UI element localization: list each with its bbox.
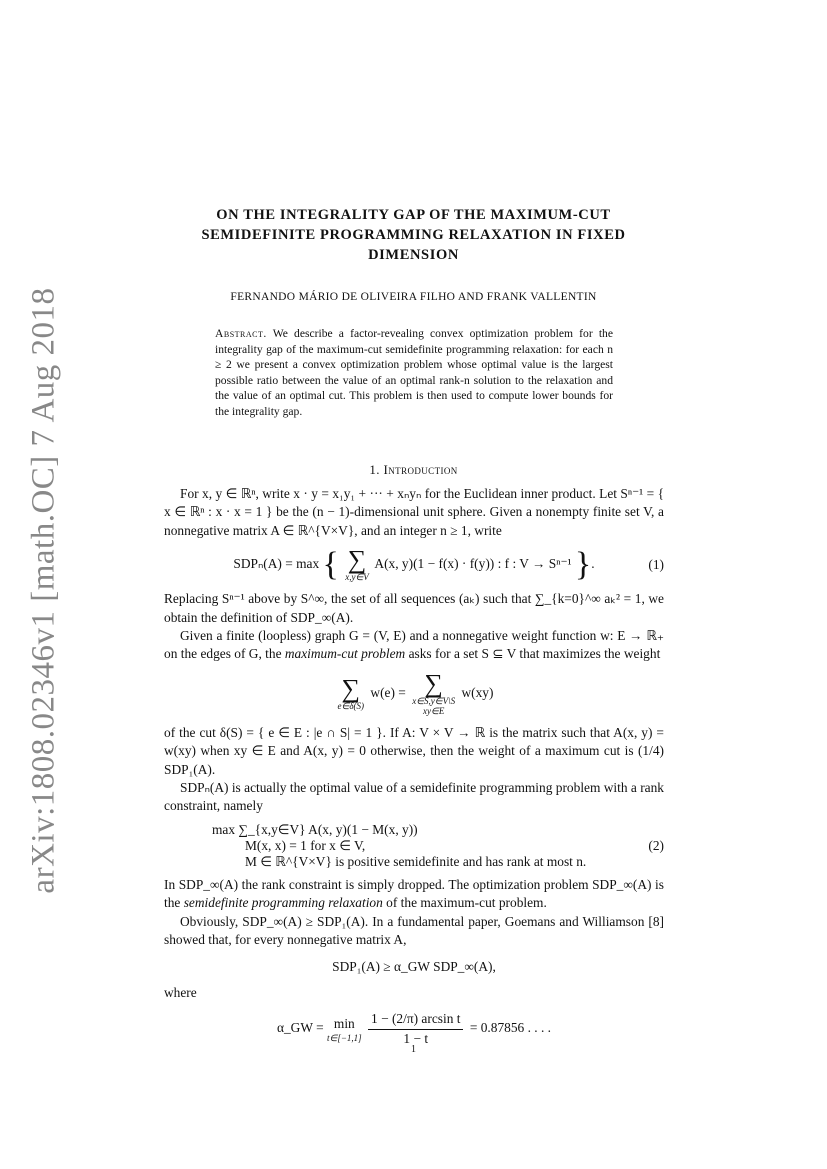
gw-inequality: SDP₁(A) ≥ α_GW SDP_∞(A), [332, 958, 496, 974]
alpha-gw-equation [164, 1010, 664, 1048]
eq1-lhs: SDPₙ(A) = max [233, 556, 320, 572]
eq1-body: A(x, y)(1 − f(x) · f(y)) : f : V → Sⁿ⁻¹ [374, 556, 572, 572]
left-brace: { [322, 546, 339, 584]
weight-mid: w(e) = [370, 684, 406, 700]
section-title: Introduction [383, 462, 458, 477]
alpha-min-operator: min [333, 1016, 355, 1032]
author-list: FERNANDO MÁRIO DE OLIVEIRA FILHO AND FRANK VALLENTIN [230, 291, 597, 303]
alpha-denominator: 1 − t [403, 1030, 429, 1046]
paragraph-5: SDPₙ(A) is actually the optimal value of a semidefinite programming problem with a rank constraint, namely [164, 780, 664, 814]
alpha-numerator: 1 − (2/π) arcsin t [368, 1010, 463, 1029]
weight-sum-2-subscript-1: x∈S,y∈V\S [412, 695, 456, 706]
alpha-lhs: α_GW = [276, 1020, 324, 1036]
weight-sum-1-subscript: e∈δ(S) [337, 700, 365, 711]
weight-sum-2 [412, 668, 456, 716]
body-text [164, 485, 664, 1056]
eq2-rows [212, 822, 634, 870]
section-number: 1. [369, 462, 380, 477]
equation-2 [212, 822, 664, 870]
right-brace: } [574, 546, 592, 584]
arxiv-stamp-text: arXiv:1808.02346v1 [math.OC] 7 Aug 2018 [25, 286, 62, 894]
title-line-3: DIMENSION [368, 247, 459, 263]
sigma-symbol: ∑ [347, 545, 367, 575]
page-number: 1 [411, 1044, 416, 1055]
eq1-number: (1) [648, 557, 664, 573]
paper-title [120, 205, 707, 265]
paragraph-7: Obviously, SDP_∞(A) ≥ SDP₁(A). In a fundamental paper, Goemans and Williamson [8] showed that, for every nonnegative matrix A, [164, 913, 664, 948]
paragraph-6 [164, 876, 664, 913]
sigma-symbol: ∑ [424, 668, 443, 698]
paragraph-1: For x, y ∈ ℝⁿ, write x · y = x₁y₁ + ··· + xₙyₙ for the Euclidean inner product. Let Sⁿ⁻¹ = { x ∈ ℝⁿ : x · x = 1 } be the (n − 1)-dimensional unit sphere. Given a nonempty finite set V, a nonnegative matrix A ∈ ℝ^{V×V}, and an integer n ≥ 1, write [164, 486, 664, 538]
weight-equation [164, 668, 664, 716]
paragraph-4: of the cut δ(S) = { e ∈ E : |e ∩ S| = 1 }. If A: V × V → ℝ is the matrix such that A(x, y) = w(xy) when xy ∈ E and A(x, y) = 0 otherwise, then the weight of a maximum cut is (1/4) SDP₁(A). [164, 724, 664, 777]
title-line-2: SEMIDEFINITE PROGRAMMING RELAXATION IN FIXED [201, 227, 626, 243]
equation-1: SDPₙ(A) = max { ∑ x,y∈V A(x, y)(1 − f(x) · f(y)) : f : V → Sⁿ⁻¹ }. (1) [233, 545, 664, 584]
section-heading [120, 462, 707, 478]
sigma-symbol: ∑ [341, 673, 361, 703]
eq2-row-1: max ∑_{x,y∈V} A(x, y)(1 − M(x, y)) [212, 821, 418, 837]
alpha-min-subscript: t∈[−1,1] [327, 1033, 362, 1044]
arxiv-identifier-stamp [10, 286, 78, 894]
p3-part-a: Given a finite (loopless) graph G = (V, E) and a nonnegative weight function w: E → ℝ₊ on the edges of G, the [164, 628, 664, 662]
abstract-text: We describe a factor-revealing convex optimization problem for the integrality gap of the maximum-cut semidefinite programming relaxation: for each n ≥ 2 we present a convex optimization problem whose optimal value is the largest possible ratio between the value of an optimal rank-n solution to the relaxation and the value of an optimal cut. This problem is then used to compute lower bounds for the integrality gap. [215, 327, 613, 418]
eq2-row-3: M ∈ ℝ^{V×V} is positive semidefinite and has rank at most n. [245, 853, 587, 869]
eq2-number: (2) [648, 837, 664, 853]
p6-part-b: of the maximum-cut problem. [382, 895, 547, 911]
p3-part-b: asks for a set S ⊆ V that maximizes the weight [405, 646, 661, 662]
weight-tail: w(xy) [461, 684, 494, 700]
paragraph-2: Replacing Sⁿ⁻¹ above by S^∞, the set of all sequences (aₖ) such that ∑_{k=0}^∞ aₖ² = 1, we obtain the definition of SDP_∞(A). [164, 591, 664, 625]
weight-sum-2-subscript-2: xy∈E [423, 705, 445, 716]
alpha-fraction [368, 1010, 463, 1048]
p6-emphasis: semidefinite programming relaxation [183, 895, 383, 911]
p3-emphasis: maximum-cut problem [284, 646, 406, 662]
eq1-sum-subscript: x,y∈V [345, 572, 369, 583]
paragraph-8: where [164, 984, 197, 1000]
p6-part-a: In SDP_∞(A) the rank constraint is simply dropped. The optimization problem SDP_∞(A) is the [164, 876, 664, 911]
alpha-rhs: = 0.87856 . . . . [469, 1020, 552, 1036]
title-line-1: ON THE INTEGRALITY GAP OF THE MAXIMUM-CUT [216, 207, 611, 223]
paragraph-3 [164, 627, 664, 664]
weight-sum-1 [337, 673, 365, 711]
abstract-label: Abstract. [215, 327, 267, 340]
eq2-row-2: M(x, x) = 1 for x ∈ V, [245, 837, 366, 853]
eq1-sum [345, 545, 369, 583]
alpha-min [327, 1015, 362, 1043]
abstract [215, 326, 613, 420]
